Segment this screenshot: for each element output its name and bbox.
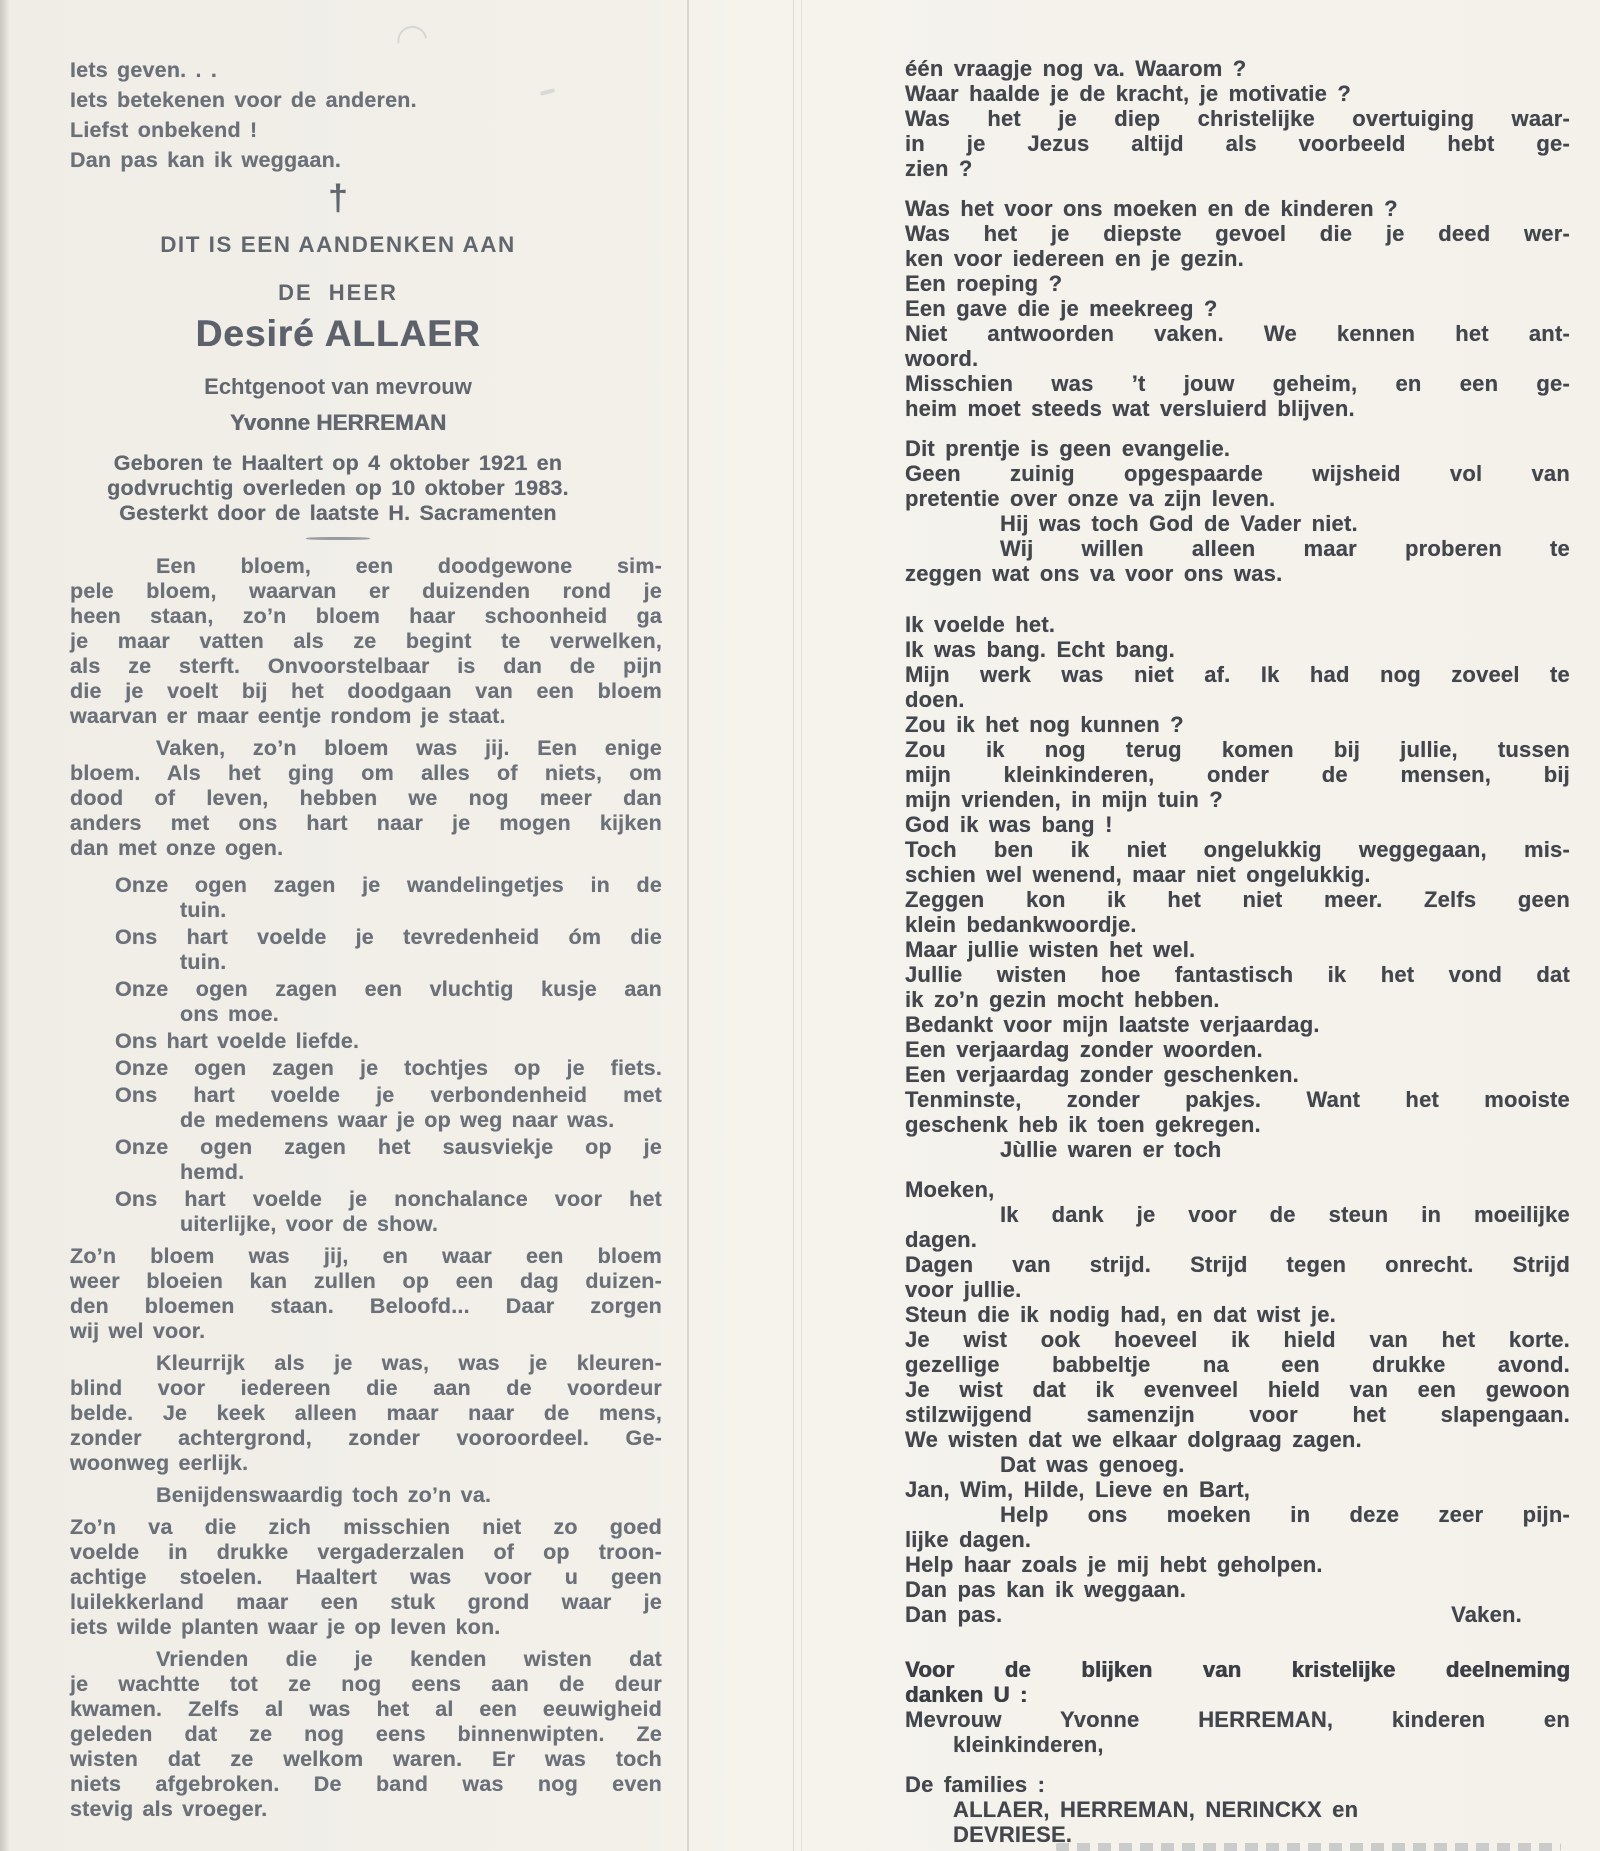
text-line: in je Jezus altijd als voorbeeld hebt ge- (905, 131, 1570, 156)
paragraph (905, 1707, 1570, 1757)
card-header (70, 179, 662, 540)
right-column-text (905, 56, 1570, 1847)
text-line: De families : (905, 1772, 1046, 1797)
paragraph (70, 1083, 662, 1133)
paragraph (70, 925, 662, 975)
left-column-text (70, 554, 662, 1822)
text-line: doen. (905, 687, 965, 712)
paragraph (70, 1515, 662, 1640)
page-fold-line (687, 0, 689, 1851)
text-line: Gesterkt door de laatste H. Sacramenten (119, 501, 557, 525)
text-line: Help haar zoals je mij hebt geholpen. (905, 1552, 1323, 1577)
text-line: Vrienden die je kenden wisten dat (156, 1647, 662, 1671)
text-line: Je wist ook hoeveel ik hield van het korte. (905, 1327, 1570, 1352)
text-line: Was het je diepste gevoel die je deed wer- (905, 221, 1570, 246)
text-line: Zeggen kon ik het niet meer. Zelfs geen (905, 887, 1570, 912)
paragraph (70, 55, 662, 175)
text-line: DEVRIESE. (953, 1822, 1073, 1847)
paragraph (70, 1135, 662, 1185)
text-line: zien ? (905, 156, 973, 181)
paragraph (70, 1056, 662, 1081)
text-line: hemd. (180, 1160, 245, 1184)
text-line: belde. Je keek alleen maar naar de mens, (70, 1401, 662, 1425)
text-line: Ik was bang. Echt bang. (905, 637, 1175, 662)
text-line: Dan pas kan ik weggaan. (905, 1577, 1187, 1602)
text-line: bloem. Als het ging om alles of niets, om (70, 761, 662, 785)
text-line: zonder achtergrond, zonder vooroordeel. Ge- (70, 1426, 662, 1450)
text-line: Onze ogen zagen het sausviekje op je (115, 1135, 662, 1159)
text-line: Misschien was ’t jouw geheim, en een ge- (905, 371, 1570, 396)
text-line: stevig als vroeger. (70, 1797, 268, 1821)
text-line: woonweg eerlijk. (70, 1451, 249, 1475)
text-line: pele bloem, waarvan er duizenden rond je (70, 579, 662, 603)
text-line: Vaken. (1451, 1602, 1522, 1627)
dedication-line: DIT IS EEN AANDENKEN AAN (160, 232, 516, 257)
text-line: Dat was genoeg. (1000, 1452, 1185, 1477)
paragraph (70, 873, 662, 923)
text-line: dood of leven, hebben we nog meer dan (70, 786, 662, 810)
text-line: Dan pas kan ik weggaan. (70, 148, 342, 172)
text-line: iets wilde planten waar je op leven kon. (70, 1615, 501, 1639)
text-line: tuin. (180, 898, 227, 922)
text-line: Jullie wisten hoe fantastisch ik het vond dat (905, 962, 1570, 987)
text-line: We wisten dat we elkaar dolgraag zagen. (905, 1427, 1362, 1452)
text-line: pretentie over onze va zijn leven. (905, 486, 1276, 511)
paragraph (905, 1657, 1570, 1707)
text-line: de medemens waar je op weg naar was. (180, 1108, 615, 1132)
text-line: geschenk heb ik toen gekregen. (905, 1112, 1261, 1137)
paragraph (70, 1244, 662, 1344)
text-line: Geen zuinig opgespaarde wijsheid vol van (905, 461, 1570, 486)
text-line: mijn vrienden, in mijn tuin ? (905, 787, 1223, 812)
text-line: wij wel voor. (70, 1319, 206, 1343)
text-line: anders met ons hart naar je mogen kijken (70, 811, 662, 835)
text-line: Ons hart voelde je tevredenheid óm die (115, 925, 662, 949)
text-line: Kleurrijk als je was, was je kleuren- (156, 1351, 662, 1375)
text-line: Benijdenswaardig toch zo’n va. (156, 1483, 492, 1507)
text-line: die je voelt bij het doodgaan van een bloem (70, 679, 662, 703)
paragraph (905, 1177, 1570, 1602)
text-line: ons moe. (180, 1002, 279, 1026)
text-line: Ons hart voelde liefde. (115, 1029, 360, 1053)
text-line: je wachtte tot ze nog eens aan de deur (70, 1672, 662, 1696)
paragraph (905, 612, 1570, 1162)
text-line: Vaken, zo’n bloem was jij. Een enige (156, 736, 662, 760)
text-line: Dit prentje is geen evangelie. (905, 436, 1231, 461)
text-line: Moeken, (905, 1177, 995, 1202)
scan-edge-shadow (0, 0, 9, 1851)
text-line: mijn kleinkinderen, onder de mensen, bij (905, 762, 1570, 787)
cross-symbol: † (327, 177, 349, 218)
text-line: Onze ogen zagen je wandelingetjes in de (115, 873, 662, 897)
text-line: Mijn werk was niet af. Ik had nog zoveel te (905, 662, 1570, 687)
text-line: geleden dat ze nog eens binnenwipten. Ze (70, 1722, 662, 1746)
text-line: Zou ik het nog kunnen ? (905, 712, 1184, 737)
paragraph (70, 1483, 662, 1508)
page-fold-line (793, 0, 794, 1851)
text-line: wisten dat ze welkom waren. Er was toch (70, 1747, 662, 1771)
text-line: Maar jullie wisten het wel. (905, 937, 1196, 962)
text-line: uiterlijke, voor de show. (180, 1212, 439, 1236)
text-line: klein bedankwoordje. (905, 912, 1137, 937)
text-line: Waar haalde je de kracht, je motivatie ? (905, 81, 1351, 106)
text-line: Een bloem, een doodgewone sim- (156, 554, 662, 578)
right-page (905, 42, 1570, 1847)
text-line: Een verjaardag zonder woorden. (905, 1037, 1263, 1062)
text-line: Dagen van strijd. Strijd tegen onrecht. Strijd (905, 1252, 1570, 1277)
text-line: blind voor iedereen die aan de voordeur (70, 1376, 662, 1400)
text-line: Je wist dat ik evenveel hield van een gewoon (905, 1377, 1570, 1402)
left-page (70, 0, 662, 1822)
text-line: danken U : (905, 1682, 1028, 1707)
text-line: Bedankt voor mijn laatste verjaardag. (905, 1012, 1320, 1037)
page-fold-line (801, 0, 802, 1851)
text-line: Iets geven. . . (70, 58, 218, 82)
text-line: heen staan, zo’n bloem haar schoonheid ga (70, 604, 662, 628)
paragraph (905, 56, 1570, 181)
paragraph (70, 736, 662, 861)
text-line: Ons hart voelde je verbondenheid met (115, 1083, 662, 1107)
text-line: godvruchtig overleden op 10 oktober 1983. (107, 476, 569, 500)
text-line: tuin. (180, 950, 227, 974)
text-line: Ik voelde het. (905, 612, 1056, 637)
text-line: Wij willen alleen maar proberen te (1000, 536, 1570, 561)
paragraph (905, 1602, 1570, 1627)
text-line: ALLAER, HERREMAN, NERINCKX en (953, 1797, 1359, 1822)
text-line: niets afgebroken. De band was nog even (70, 1772, 662, 1796)
text-line: Zo’n bloem was jij, en waar een bloem (70, 1244, 662, 1268)
paragraph (70, 1187, 662, 1237)
spouse-name: Yvonne HERREMAN (229, 410, 447, 435)
text-line: Iets betekenen voor de anderen. (70, 88, 417, 112)
paragraph (905, 436, 1570, 586)
text-line: stilzwijgend samenzijn voor het slapengaan. (905, 1402, 1570, 1427)
text-line: achtige stoelen. Haaltert was voor u geen (70, 1565, 662, 1589)
text-line: woord. (905, 346, 979, 371)
paragraph (70, 1647, 662, 1822)
text-line: voor jullie. (905, 1277, 1022, 1302)
text-line: kwamen. Zelfs al was het al een eeuwigheid (70, 1697, 662, 1721)
text-line: luilekkerland maar een stuk grond waar je (70, 1590, 662, 1614)
text-line: Ons hart voelde je nonchalance voor het (115, 1187, 662, 1211)
text-line: Jan, Wim, Hilde, Lieve en Bart, (905, 1477, 1251, 1502)
text-line: voelde in drukke vergaderzalen of op troon- (70, 1540, 662, 1564)
text-line: Ik dank je voor de steun in moeilijke (1000, 1202, 1570, 1227)
text-line: Was het je diep christelijke overtuiging waar- (905, 106, 1570, 131)
paragraph (905, 1772, 1570, 1847)
text-line: Liefst onbekend ! (70, 118, 258, 142)
text-line: heim moet steeds wat versluierd blijven. (905, 396, 1355, 421)
divider (306, 537, 370, 540)
title-prefix: DE HEER (278, 280, 398, 305)
text-line: Dan pas. (905, 1602, 1003, 1627)
text-line: Zo’n va die zich misschien niet zo goed (70, 1515, 662, 1539)
text-line: Onze ogen zagen je tochtjes op je fiets. (115, 1056, 662, 1080)
birth-death-info (70, 451, 606, 526)
paragraph (70, 977, 662, 1027)
text-line: Onze ogen zagen een vluchtig kusje aan (115, 977, 662, 1001)
text-line: Mevrouw Yvonne HERREMAN, kinderen en (905, 1707, 1570, 1732)
paragraph (70, 1351, 662, 1476)
spouse-prefix: Echtgenoot van mevrouw (204, 374, 472, 399)
paragraph (70, 451, 606, 526)
text-line: ik zo’n gezin mocht hebben. (905, 987, 1220, 1012)
text-line: waarvan er maar eentje rondom je staat. (70, 704, 506, 728)
text-line: Zou ik nog terug komen bij jullie, tussen (905, 737, 1570, 762)
text-line: Help ons moeken in deze zeer pijn- (1000, 1502, 1570, 1527)
text-line: God ik was bang ! (905, 812, 1113, 837)
paragraph (70, 554, 662, 729)
text-line: Steun die ik nodig had, en dat wist je. (905, 1302, 1336, 1327)
text-line: je maar vatten als ze begint te verwelken, (70, 629, 662, 653)
paragraph (905, 196, 1570, 421)
opening-quote (70, 0, 662, 175)
text-line: schien wel wenend, maar niet ongelukkig. (905, 862, 1371, 887)
text-line: Niet antwoorden vaken. We kennen het ant- (905, 321, 1570, 346)
text-line: Een gave die je meekreeg ? (905, 296, 1218, 321)
text-line: lijke dagen. (905, 1527, 1032, 1552)
paragraph (70, 1029, 662, 1054)
text-line: Tenminste, zonder pakjes. Want het mooiste (905, 1087, 1570, 1112)
text-line: weer bloeien kan zullen op een dag duizen- (70, 1269, 662, 1293)
text-line: dagen. (905, 1227, 978, 1252)
text-line: Jùllie waren er toch (1000, 1137, 1222, 1162)
text-line: gezellige babbeltje na een drukke avond. (905, 1352, 1570, 1377)
text-line: als ze sterft. Onvoorstelbaar is dan de pijn (70, 654, 662, 678)
text-line: ken voor iedereen en je gezin. (905, 246, 1244, 271)
text-line: één vraagje nog va. Waarom ? (905, 56, 1247, 81)
text-line: Voor de blijken van kristelijke deelneming (905, 1657, 1570, 1682)
text-line: Hij was toch God de Vader niet. (1000, 511, 1358, 536)
text-line: kleinkinderen, (953, 1732, 1104, 1757)
text-line: Toch ben ik niet ongelukkig weggegaan, mis- (905, 837, 1570, 862)
text-line: den bloemen staan. Beloofd... Daar zorgen (70, 1294, 662, 1318)
text-line: Geboren te Haaltert op 4 oktober 1921 en (113, 451, 563, 475)
deceased-name: Desiré ALLAER (195, 313, 481, 354)
text-line: Was het voor ons moeken en de kinderen ? (905, 196, 1398, 221)
text-line: dan met onze ogen. (70, 836, 284, 860)
text-line: Een verjaardag zonder geschenken. (905, 1062, 1299, 1087)
text-line: zeggen wat ons va voor ons was. (905, 561, 1283, 586)
text-line: Een roeping ? (905, 271, 1063, 296)
